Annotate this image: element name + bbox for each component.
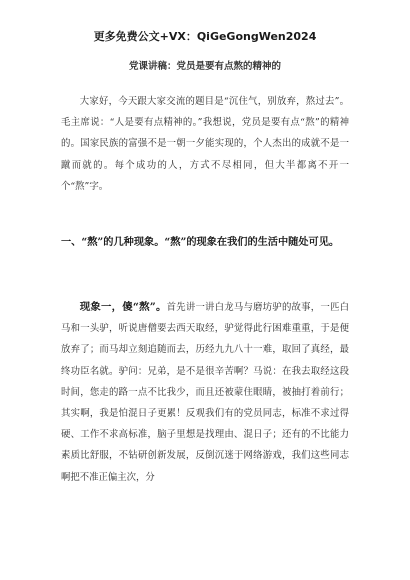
paragraph-text: 首先讲一讲白龙马与磨坊驴的故事，一匹白马和一头驴，听说唐僧要去西天取经，驴觉得此行困难重重，于是便放弃了；而马却立刻追随而去，历经九九八十一难，取回了真经，最终功臣名就。驴问：兄弟，是不是很辛苦啊？马说：在我去取经这段时间，您走的路一点不比我少，而且还被蒙住眼睛，被抽打着前行；其实啊，我是怕混日子更累！反观我们有的党员同志，标准不求过得硬、工作不求高标准，脑子里想是找理由、混日子；还有的不比能力素质比舒服，不钻研创新发展，反倒沉迷于网络游戏，我们这些同志啊把不准正偏主次，分: [61, 302, 349, 483]
paragraph-lead: 现象一，傻“熬”。: [79, 301, 167, 313]
section-heading: 一、“熬”的几种现象。“熬”的现象在我们的生活中随处可见。: [61, 236, 340, 248]
body-paragraph: 大家好，今天跟大家交流的题目是“沉住气，别放弃，熬过去”。毛主席说：“人是要有点精神的。”我想说，党员是要有点“熬”的精神的。国家民族的富强不是一朝一夕能实现的，个人杰出的成就不是一蹴而就的。每个成功的人，方式不尽相同，但大半都离不开一个“熬”字。: [61, 96, 349, 192]
document-title: 党课讲稿：党员是要有点熬的精神的: [128, 61, 281, 72]
section-paragraph: [61, 297, 349, 488]
document-header: 更多免费公文+VX：QiGeGongWen2024: [93, 30, 317, 43]
